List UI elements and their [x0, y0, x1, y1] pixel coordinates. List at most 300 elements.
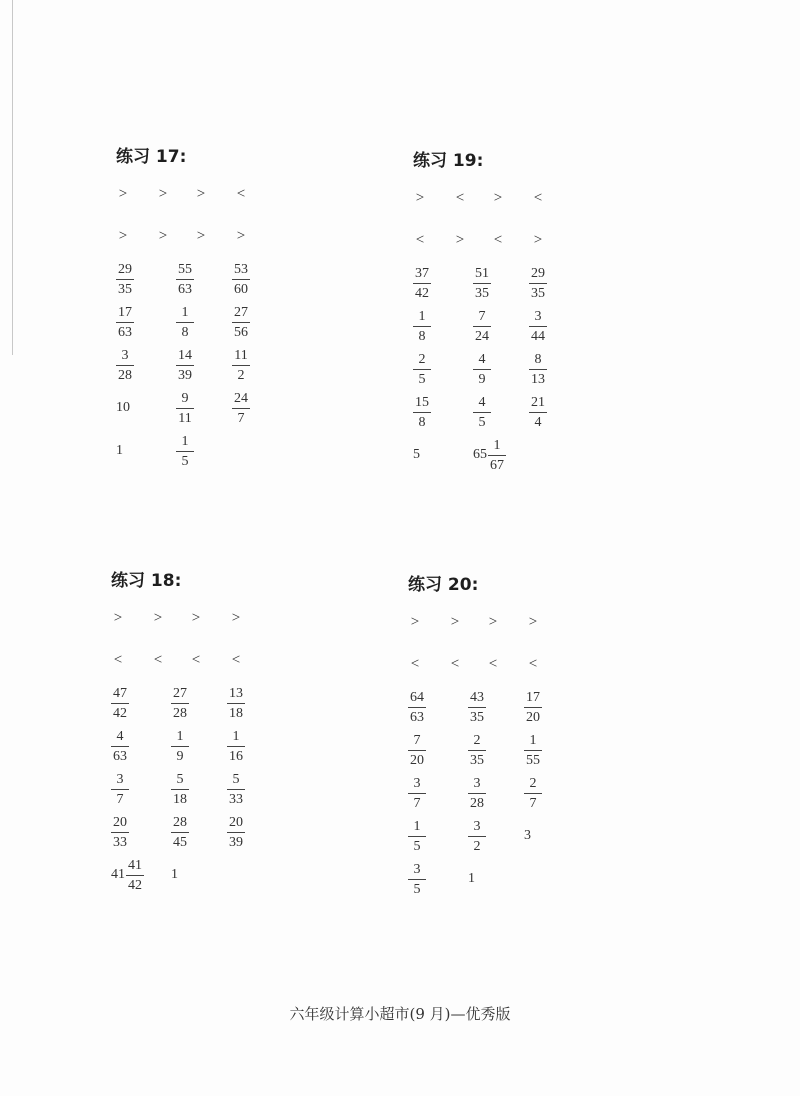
numerator: 47 — [113, 685, 127, 701]
denominator: 5 — [181, 453, 189, 469]
fraction-bar — [116, 279, 134, 280]
exercise-17-title: 练习 17: — [116, 147, 187, 167]
answer-cell — [116, 431, 123, 471]
numerator: 27 — [173, 685, 187, 701]
fraction — [529, 309, 547, 344]
answer-cell — [529, 349, 547, 389]
numerator: 15 — [415, 394, 429, 410]
scan-edge-line — [12, 0, 13, 355]
answer-cell — [116, 345, 134, 385]
fraction-bar — [176, 365, 194, 366]
numerator: 1 — [181, 433, 189, 449]
comparison-sign: < — [410, 656, 420, 672]
fraction — [111, 686, 129, 721]
fraction — [524, 690, 542, 725]
answer-cell — [473, 306, 491, 346]
numerator: 1 — [181, 304, 189, 320]
fraction-bar — [468, 750, 486, 751]
denominator: 35 — [470, 752, 484, 768]
fraction-bar — [171, 789, 189, 790]
fraction-bar — [176, 408, 194, 409]
numerator: 3 — [413, 775, 421, 791]
fraction — [529, 352, 547, 387]
answer-cell — [116, 259, 134, 299]
fraction-bar — [408, 836, 426, 837]
denominator: 5 — [418, 371, 426, 387]
fraction-bar — [116, 365, 134, 366]
denominator: 39 — [229, 834, 243, 850]
numerator: 53 — [234, 261, 248, 277]
fraction — [171, 815, 189, 850]
whole-number: 41 — [111, 867, 125, 882]
numerator: 1 — [493, 437, 501, 453]
fraction-bar — [529, 369, 547, 370]
fraction — [473, 352, 491, 387]
denominator: 55 — [526, 752, 540, 768]
fraction-bar — [111, 703, 129, 704]
fraction-bar — [227, 746, 245, 747]
exercise-20-title: 练习 20: — [408, 575, 479, 595]
answer-cell — [111, 683, 129, 723]
answer-cell — [473, 349, 491, 389]
fraction-bar — [176, 451, 194, 452]
fraction — [413, 309, 431, 344]
numerator: 17 — [118, 304, 132, 320]
denominator: 45 — [173, 834, 187, 850]
fraction — [232, 391, 250, 426]
fraction — [529, 266, 547, 301]
fraction-bar — [176, 279, 194, 280]
answer-cell — [524, 816, 531, 856]
answer-cell — [413, 306, 431, 346]
whole-number: 5 — [413, 447, 420, 462]
numerator: 14 — [178, 347, 192, 363]
numerator: 8 — [534, 351, 542, 367]
denominator: 42 — [415, 285, 429, 301]
fraction-bar — [408, 750, 426, 751]
comparison-sign: > — [528, 614, 538, 630]
fraction — [413, 352, 431, 387]
fraction — [468, 690, 486, 725]
answer-cell — [111, 855, 144, 895]
fraction — [227, 815, 245, 850]
numerator: 11 — [234, 347, 248, 363]
whole-number: 1 — [171, 867, 178, 882]
fraction — [473, 309, 491, 344]
comparison-sign: > — [191, 610, 201, 626]
fraction-bar — [473, 326, 491, 327]
numerator: 29 — [531, 265, 545, 281]
fraction-bar — [473, 283, 491, 284]
comparison-sign: < — [153, 652, 163, 668]
answer-cell — [468, 816, 486, 856]
denominator: 8 — [418, 328, 426, 344]
comparison-sign: < — [488, 656, 498, 672]
denominator: 13 — [531, 371, 545, 387]
fraction — [232, 348, 250, 383]
answer-cell — [473, 392, 491, 432]
numerator: 28 — [173, 814, 187, 830]
answer-cell — [473, 435, 506, 475]
comparison-sign: < — [528, 656, 538, 672]
fraction — [408, 862, 426, 897]
denominator: 9 — [478, 371, 486, 387]
answer-cell — [227, 683, 245, 723]
denominator: 20 — [526, 709, 540, 725]
denominator: 44 — [531, 328, 545, 344]
answer-cell — [171, 726, 189, 766]
numerator: 7 — [478, 308, 486, 324]
denominator: 35 — [475, 285, 489, 301]
comparison-sign: < — [191, 652, 201, 668]
denominator: 42 — [113, 705, 127, 721]
numerator: 2 — [529, 775, 537, 791]
numerator: 1 — [413, 818, 421, 834]
answer-cell — [232, 345, 250, 385]
fraction-bar — [176, 322, 194, 323]
exercise-18-title: 练习 18: — [111, 571, 182, 591]
fraction-bar — [171, 746, 189, 747]
fraction-bar — [111, 789, 129, 790]
denominator: 67 — [490, 457, 504, 473]
fraction-bar — [227, 789, 245, 790]
fraction-bar — [111, 832, 129, 833]
fraction — [116, 348, 134, 383]
numerator: 7 — [413, 732, 421, 748]
fraction-bar — [171, 832, 189, 833]
fraction-bar — [413, 283, 431, 284]
comparison-sign: > — [493, 190, 503, 206]
comparison-sign: > — [118, 228, 128, 244]
comparison-sign: < — [415, 232, 425, 248]
fraction-bar — [529, 283, 547, 284]
answer-cell — [468, 859, 475, 899]
answer-cell — [524, 773, 542, 813]
answer-cell — [171, 855, 178, 895]
fraction — [171, 772, 189, 807]
comparison-sign: > — [455, 232, 465, 248]
numerator: 3 — [116, 771, 124, 787]
denominator: 56 — [234, 324, 248, 340]
fraction — [408, 690, 426, 725]
answer-cell — [413, 349, 431, 389]
numerator: 29 — [118, 261, 132, 277]
answer-cell — [116, 302, 134, 342]
answer-cell — [232, 259, 250, 299]
comparison-sign: < — [236, 186, 246, 202]
denominator: 24 — [475, 328, 489, 344]
fraction-bar — [232, 408, 250, 409]
denominator: 39 — [178, 367, 192, 383]
fraction-bar — [227, 703, 245, 704]
answer-cell — [171, 683, 189, 723]
comparison-sign: < — [455, 190, 465, 206]
numerator: 27 — [234, 304, 248, 320]
fraction — [468, 776, 486, 811]
answer-cell — [529, 392, 547, 432]
comparison-sign: < — [450, 656, 460, 672]
denominator: 20 — [410, 752, 424, 768]
fraction — [227, 729, 245, 764]
comparison-sign: > — [231, 610, 241, 626]
answer-cell — [413, 435, 420, 475]
comparison-sign: > — [415, 190, 425, 206]
answer-cell — [116, 388, 130, 428]
denominator: 35 — [118, 281, 132, 297]
denominator: 28 — [118, 367, 132, 383]
answer-cell — [468, 773, 486, 813]
comparison-sign: < — [493, 232, 503, 248]
denominator: 7 — [413, 795, 421, 811]
numerator: 3 — [473, 775, 481, 791]
denominator: 28 — [173, 705, 187, 721]
fraction — [227, 686, 245, 721]
denominator: 18 — [173, 791, 187, 807]
answer-cell — [232, 302, 250, 342]
denominator: 5 — [478, 414, 486, 430]
fraction — [116, 305, 134, 340]
answer-cell — [227, 812, 245, 852]
fraction — [176, 262, 194, 297]
answer-cell — [524, 687, 542, 727]
fraction — [524, 776, 542, 811]
fraction — [232, 305, 250, 340]
answer-cell — [111, 726, 129, 766]
fraction — [126, 858, 144, 893]
answer-cell — [232, 388, 250, 428]
answer-cell — [227, 726, 245, 766]
answer-cell — [529, 263, 547, 303]
numerator: 1 — [176, 728, 184, 744]
fraction — [488, 438, 506, 473]
comparison-sign: > — [196, 186, 206, 202]
denominator: 16 — [229, 748, 243, 764]
fraction-bar — [116, 322, 134, 323]
whole-number: 1 — [116, 443, 123, 458]
numerator: 51 — [475, 265, 489, 281]
numerator: 3 — [534, 308, 542, 324]
numerator: 64 — [410, 689, 424, 705]
denominator: 33 — [113, 834, 127, 850]
answer-cell — [468, 687, 486, 727]
answer-cell — [111, 769, 129, 809]
fraction — [171, 686, 189, 721]
denominator: 18 — [229, 705, 243, 721]
denominator: 63 — [410, 709, 424, 725]
fraction — [171, 729, 189, 764]
fraction — [473, 266, 491, 301]
fraction — [413, 266, 431, 301]
fraction-bar — [232, 279, 250, 280]
comparison-sign: > — [113, 610, 123, 626]
comparison-sign: > — [488, 614, 498, 630]
fraction — [176, 305, 194, 340]
numerator: 21 — [531, 394, 545, 410]
numerator: 41 — [128, 857, 142, 873]
numerator: 13 — [229, 685, 243, 701]
fraction-bar — [468, 707, 486, 708]
answer-cell — [176, 302, 194, 342]
numerator: 3 — [121, 347, 129, 363]
comparison-sign: > — [410, 614, 420, 630]
denominator: 33 — [229, 791, 243, 807]
answer-cell — [111, 812, 129, 852]
answer-cell — [171, 812, 189, 852]
answer-cell — [524, 730, 542, 770]
denominator: 35 — [531, 285, 545, 301]
fraction-bar — [227, 832, 245, 833]
answer-cell — [529, 306, 547, 346]
comparison-sign: > — [158, 228, 168, 244]
comparison-sign: > — [153, 610, 163, 626]
fraction-bar — [413, 326, 431, 327]
fraction — [227, 772, 245, 807]
fraction — [473, 395, 491, 430]
numerator: 3 — [413, 861, 421, 877]
fraction-bar — [529, 326, 547, 327]
answer-cell — [408, 816, 426, 856]
numerator: 20 — [229, 814, 243, 830]
denominator: 11 — [178, 410, 192, 426]
fraction — [468, 819, 486, 854]
whole-number: 10 — [116, 400, 130, 415]
fraction-bar — [408, 879, 426, 880]
numerator: 17 — [526, 689, 540, 705]
numerator: 9 — [181, 390, 189, 406]
denominator: 2 — [473, 838, 481, 854]
denominator: 5 — [413, 881, 421, 897]
answer-cell — [408, 773, 426, 813]
fraction-bar — [524, 707, 542, 708]
fraction — [111, 772, 129, 807]
fraction — [111, 729, 129, 764]
comparison-sign: > — [118, 186, 128, 202]
page-footer: 六年级计算小超市(9 月)—优秀版 — [289, 1005, 511, 1023]
fraction — [529, 395, 547, 430]
fraction — [176, 391, 194, 426]
fraction-bar — [408, 793, 426, 794]
answer-cell — [408, 687, 426, 727]
denominator: 5 — [413, 838, 421, 854]
fraction — [524, 733, 542, 768]
denominator: 63 — [113, 748, 127, 764]
numerator: 5 — [176, 771, 184, 787]
exercise-19-title: 练习 19: — [413, 151, 484, 171]
fraction-bar — [413, 412, 431, 413]
fraction-bar — [232, 365, 250, 366]
answer-cell — [473, 263, 491, 303]
fraction — [408, 819, 426, 854]
denominator: 42 — [128, 877, 142, 893]
denominator: 8 — [181, 324, 189, 340]
answer-cell — [408, 859, 426, 899]
fraction-bar — [488, 455, 506, 456]
denominator: 7 — [529, 795, 537, 811]
fraction — [176, 434, 194, 469]
fraction — [408, 733, 426, 768]
comparison-sign: < — [533, 190, 543, 206]
fraction-bar — [529, 412, 547, 413]
comparison-sign: > — [158, 186, 168, 202]
fraction-bar — [473, 412, 491, 413]
answer-cell — [176, 345, 194, 385]
fraction-bar — [524, 750, 542, 751]
answer-cell — [171, 769, 189, 809]
denominator: 28 — [470, 795, 484, 811]
fraction-bar — [473, 369, 491, 370]
answer-cell — [176, 259, 194, 299]
answer-cell — [408, 730, 426, 770]
numerator: 43 — [470, 689, 484, 705]
comparison-sign: < — [231, 652, 241, 668]
numerator: 4 — [478, 394, 486, 410]
answer-cell — [468, 730, 486, 770]
numerator: 3 — [473, 818, 481, 834]
numerator: 1 — [232, 728, 240, 744]
numerator: 5 — [232, 771, 240, 787]
whole-number: 65 — [473, 447, 487, 462]
comparison-sign: > — [236, 228, 246, 244]
fraction — [111, 815, 129, 850]
whole-number: 1 — [468, 871, 475, 886]
fraction-bar — [171, 703, 189, 704]
comparison-sign: > — [196, 228, 206, 244]
answer-cell — [413, 392, 431, 432]
numerator: 4 — [116, 728, 124, 744]
comparison-sign: > — [533, 232, 543, 248]
numerator: 55 — [178, 261, 192, 277]
answer-cell — [176, 388, 194, 428]
numerator: 1 — [418, 308, 426, 324]
fraction-bar — [413, 369, 431, 370]
denominator: 7 — [116, 791, 124, 807]
whole-number: 3 — [524, 828, 531, 843]
fraction — [468, 733, 486, 768]
numerator: 2 — [473, 732, 481, 748]
numerator: 2 — [418, 351, 426, 367]
fraction-bar — [468, 836, 486, 837]
comparison-sign: > — [450, 614, 460, 630]
denominator: 63 — [178, 281, 192, 297]
numerator: 20 — [113, 814, 127, 830]
answer-cell — [227, 769, 245, 809]
answer-cell — [176, 431, 194, 471]
fraction-bar — [408, 707, 426, 708]
fraction — [413, 395, 431, 430]
fraction — [116, 262, 134, 297]
denominator: 9 — [176, 748, 184, 764]
numerator: 37 — [415, 265, 429, 281]
fraction — [232, 262, 250, 297]
denominator: 35 — [470, 709, 484, 725]
denominator: 8 — [418, 414, 426, 430]
fraction-bar — [524, 793, 542, 794]
denominator: 2 — [237, 367, 245, 383]
numerator: 24 — [234, 390, 248, 406]
fraction-bar — [111, 746, 129, 747]
fraction — [176, 348, 194, 383]
denominator: 60 — [234, 281, 248, 297]
denominator: 7 — [237, 410, 245, 426]
fraction-bar — [468, 793, 486, 794]
denominator: 4 — [534, 414, 542, 430]
numerator: 4 — [478, 351, 486, 367]
answer-cell — [413, 263, 431, 303]
comparison-sign: < — [113, 652, 123, 668]
fraction-bar — [126, 875, 144, 876]
fraction — [408, 776, 426, 811]
fraction-bar — [232, 322, 250, 323]
